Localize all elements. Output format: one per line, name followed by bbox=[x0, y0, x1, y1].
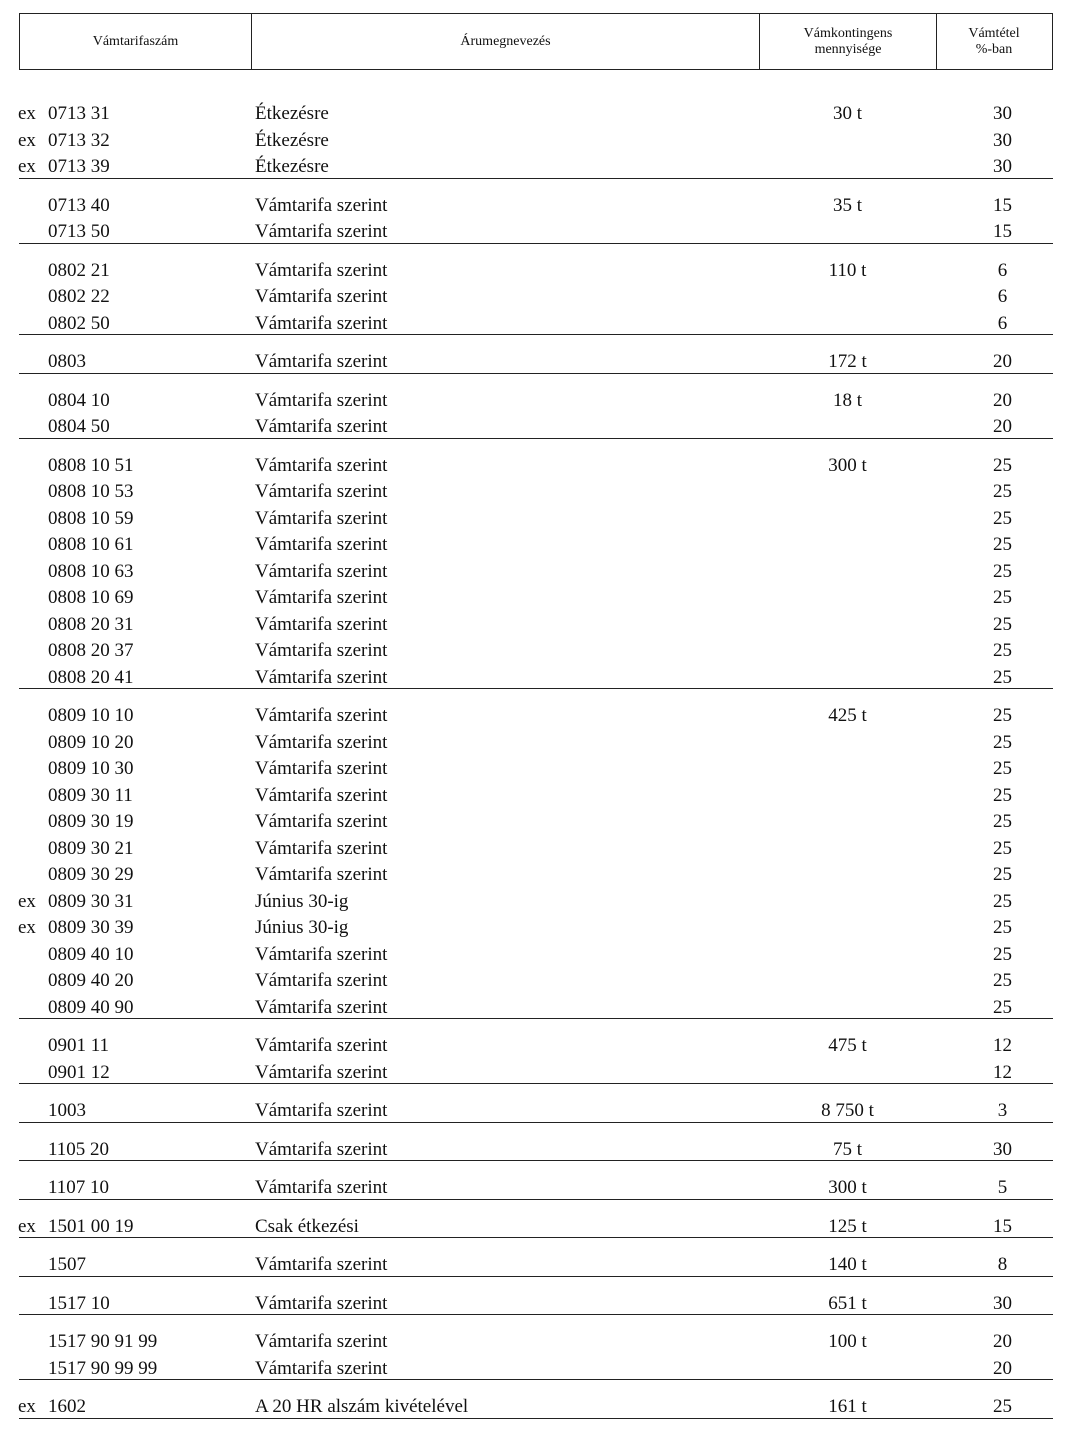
tariff-code: 1501 00 19 bbox=[48, 1216, 134, 1237]
tariff-code: 1517 90 91 99 bbox=[48, 1331, 158, 1352]
tariff-code: 0808 10 63 bbox=[48, 561, 134, 582]
table-row bbox=[0, 506, 1073, 532]
table-row bbox=[0, 889, 1073, 915]
duty-rate: 30 bbox=[993, 156, 1012, 177]
ex-prefix: ex bbox=[18, 103, 36, 124]
table-row bbox=[0, 284, 1073, 310]
tariff-code: 0809 40 10 bbox=[48, 944, 134, 965]
duty-rate: 30 bbox=[993, 1139, 1012, 1160]
table-row bbox=[0, 532, 1073, 558]
tariff-code: 0809 30 21 bbox=[48, 838, 134, 859]
duty-rate: 25 bbox=[993, 838, 1012, 859]
ex-prefix: ex bbox=[18, 130, 36, 151]
tariff-code: 0809 10 20 bbox=[48, 732, 134, 753]
quota-quantity: 161 t bbox=[828, 1396, 867, 1417]
tariff-code: 0901 12 bbox=[48, 1062, 110, 1083]
group-divider bbox=[19, 1199, 1053, 1200]
duty-rate: 25 bbox=[993, 481, 1012, 502]
quota-quantity: 425 t bbox=[828, 705, 867, 726]
quota-quantity: 300 t bbox=[828, 455, 867, 476]
ex-prefix: ex bbox=[18, 1396, 36, 1417]
table-row bbox=[0, 730, 1073, 756]
table-row bbox=[0, 703, 1073, 729]
tariff-code: 0809 10 10 bbox=[48, 705, 134, 726]
goods-description: Vámtarifa szerint bbox=[255, 286, 388, 307]
group-divider bbox=[19, 373, 1053, 374]
tariff-code: 0808 10 59 bbox=[48, 508, 134, 529]
duty-rate: 25 bbox=[993, 917, 1012, 938]
ex-prefix: ex bbox=[18, 917, 36, 938]
table-row bbox=[0, 154, 1073, 180]
table-row bbox=[0, 1394, 1073, 1420]
group-divider bbox=[19, 1314, 1053, 1315]
tariff-code: 0713 40 bbox=[48, 195, 110, 216]
table-row bbox=[0, 101, 1073, 127]
group-divider bbox=[19, 1160, 1053, 1161]
header-code-label: Vámtarifaszám bbox=[92, 33, 179, 49]
quota-quantity: 140 t bbox=[828, 1254, 867, 1275]
goods-description: Június 30-ig bbox=[255, 917, 349, 938]
table-row bbox=[0, 1098, 1073, 1124]
duty-rate: 25 bbox=[993, 732, 1012, 753]
goods-description: Június 30-ig bbox=[255, 891, 349, 912]
quota-quantity: 125 t bbox=[828, 1216, 867, 1237]
tariff-code: 1003 bbox=[48, 1100, 86, 1121]
goods-description: A 20 HR alszám kivételével bbox=[255, 1396, 469, 1417]
group-divider bbox=[19, 1083, 1053, 1084]
tariff-code: 1107 10 bbox=[48, 1177, 110, 1198]
table-row bbox=[0, 638, 1073, 664]
goods-description: Vámtarifa szerint bbox=[255, 313, 388, 334]
goods-description: Vámtarifa szerint bbox=[255, 587, 388, 608]
table-row bbox=[0, 349, 1073, 375]
table-row bbox=[0, 968, 1073, 994]
group-divider bbox=[19, 334, 1053, 335]
tariff-code: 0809 30 19 bbox=[48, 811, 134, 832]
quota-quantity: 475 t bbox=[828, 1035, 867, 1056]
duty-rate: 20 bbox=[993, 390, 1012, 411]
duty-rate: 20 bbox=[993, 1331, 1012, 1352]
duty-rate: 25 bbox=[993, 561, 1012, 582]
ex-prefix: ex bbox=[18, 156, 36, 177]
goods-description: Vámtarifa szerint bbox=[255, 997, 388, 1018]
tariff-code: 0713 39 bbox=[48, 156, 110, 177]
tariff-code: 0809 30 39 bbox=[48, 917, 134, 938]
table-row bbox=[0, 915, 1073, 941]
duty-rate: 25 bbox=[993, 455, 1012, 476]
quota-quantity: 110 t bbox=[828, 260, 867, 281]
duty-rate: 25 bbox=[993, 667, 1012, 688]
table-row bbox=[0, 862, 1073, 888]
goods-description: Vámtarifa szerint bbox=[255, 758, 388, 779]
goods-description: Vámtarifa szerint bbox=[255, 614, 388, 635]
quota-quantity: 100 t bbox=[828, 1331, 867, 1352]
quota-quantity: 172 t bbox=[828, 351, 867, 372]
table-row bbox=[0, 783, 1073, 809]
goods-description: Vámtarifa szerint bbox=[255, 811, 388, 832]
duty-rate: 8 bbox=[997, 1254, 1008, 1275]
tariff-code: 1105 20 bbox=[48, 1139, 110, 1160]
tariff-code: 0804 50 bbox=[48, 416, 110, 437]
tariff-code: 0713 50 bbox=[48, 221, 110, 242]
header-quota-line2: mennyisége bbox=[814, 41, 882, 57]
quota-quantity: 18 t bbox=[832, 390, 863, 411]
goods-description: Vámtarifa szerint bbox=[255, 705, 388, 726]
goods-description: Vámtarifa szerint bbox=[255, 195, 388, 216]
duty-rate: 25 bbox=[993, 864, 1012, 885]
header-description-label: Árumegnevezés bbox=[460, 33, 551, 49]
duty-rate: 20 bbox=[993, 351, 1012, 372]
table-row bbox=[0, 479, 1073, 505]
group-divider bbox=[19, 688, 1053, 689]
table-row bbox=[0, 756, 1073, 782]
goods-description: Étkezésre bbox=[255, 130, 329, 151]
group-divider bbox=[19, 1276, 1053, 1277]
duty-rate: 12 bbox=[993, 1062, 1012, 1083]
duty-rate: 12 bbox=[993, 1035, 1012, 1056]
goods-description: Vámtarifa szerint bbox=[255, 970, 388, 991]
goods-description: Vámtarifa szerint bbox=[255, 1035, 388, 1056]
tariff-code: 0808 20 37 bbox=[48, 640, 134, 661]
goods-description: Vámtarifa szerint bbox=[255, 785, 388, 806]
tariff-code: 0809 30 11 bbox=[48, 785, 133, 806]
duty-rate: 25 bbox=[993, 944, 1012, 965]
duty-rate: 25 bbox=[993, 508, 1012, 529]
duty-rate: 30 bbox=[993, 1293, 1012, 1314]
ex-prefix: ex bbox=[18, 1216, 36, 1237]
duty-rate: 25 bbox=[993, 997, 1012, 1018]
duty-rate: 20 bbox=[993, 416, 1012, 437]
tariff-code: 0802 50 bbox=[48, 313, 110, 334]
goods-description: Vámtarifa szerint bbox=[255, 416, 388, 437]
duty-rate: 6 bbox=[997, 286, 1008, 307]
tariff-code: 1517 10 bbox=[48, 1293, 110, 1314]
duty-rate: 30 bbox=[993, 103, 1012, 124]
duty-rate: 15 bbox=[993, 221, 1012, 242]
goods-description: Vámtarifa szerint bbox=[255, 534, 388, 555]
goods-description: Vámtarifa szerint bbox=[255, 667, 388, 688]
tariff-code: 0804 10 bbox=[48, 390, 110, 411]
goods-description: Vámtarifa szerint bbox=[255, 508, 388, 529]
duty-rate: 25 bbox=[993, 614, 1012, 635]
table-row bbox=[0, 942, 1073, 968]
header-quota-line1: Vámkontingens bbox=[803, 25, 893, 41]
tariff-code: 0809 40 20 bbox=[48, 970, 134, 991]
goods-description: Vámtarifa szerint bbox=[255, 944, 388, 965]
group-divider bbox=[19, 438, 1053, 439]
goods-description: Vámtarifa szerint bbox=[255, 1100, 388, 1121]
tariff-code: 0809 30 31 bbox=[48, 891, 134, 912]
table-row bbox=[0, 258, 1073, 284]
goods-description: Vámtarifa szerint bbox=[255, 455, 388, 476]
table-row bbox=[0, 1252, 1073, 1278]
goods-description: Vámtarifa szerint bbox=[255, 1062, 388, 1083]
group-divider bbox=[19, 1237, 1053, 1238]
duty-rate: 25 bbox=[993, 705, 1012, 726]
goods-description: Vámtarifa szerint bbox=[255, 561, 388, 582]
duty-rate: 25 bbox=[993, 970, 1012, 991]
goods-description: Vámtarifa szerint bbox=[255, 481, 388, 502]
duty-rate: 6 bbox=[997, 260, 1008, 281]
goods-description: Vámtarifa szerint bbox=[255, 260, 388, 281]
goods-description: Vámtarifa szerint bbox=[255, 390, 388, 411]
goods-description: Vámtarifa szerint bbox=[255, 1254, 388, 1275]
goods-description: Vámtarifa szerint bbox=[255, 221, 388, 242]
duty-rate: 25 bbox=[993, 534, 1012, 555]
header-rate-line2: %-ban bbox=[975, 41, 1013, 57]
tariff-code: 1602 bbox=[48, 1396, 86, 1417]
table-row bbox=[0, 612, 1073, 638]
header-rate-line1: Vámtétel bbox=[968, 25, 1020, 41]
group-divider bbox=[19, 178, 1053, 179]
goods-description: Vámtarifa szerint bbox=[255, 732, 388, 753]
quota-quantity: 300 t bbox=[828, 1177, 867, 1198]
duty-rate: 25 bbox=[993, 758, 1012, 779]
tariff-code: 0809 30 29 bbox=[48, 864, 134, 885]
goods-description: Vámtarifa szerint bbox=[255, 351, 388, 372]
tariff-code: 0901 11 bbox=[48, 1035, 110, 1056]
tariff-code: 0808 20 31 bbox=[48, 614, 134, 635]
group-divider bbox=[19, 1379, 1053, 1380]
group-divider bbox=[19, 1018, 1053, 1019]
table-row bbox=[0, 1329, 1073, 1355]
table-row bbox=[0, 559, 1073, 585]
tariff-code: 0713 32 bbox=[48, 130, 110, 151]
quota-quantity: 30 t bbox=[832, 103, 863, 124]
duty-rate: 5 bbox=[997, 1177, 1008, 1198]
duty-rate: 20 bbox=[993, 1358, 1012, 1379]
tariff-code: 0809 40 90 bbox=[48, 997, 134, 1018]
quota-quantity: 75 t bbox=[832, 1139, 863, 1160]
goods-description: Vámtarifa szerint bbox=[255, 838, 388, 859]
tariff-code: 0713 31 bbox=[48, 103, 110, 124]
group-divider bbox=[19, 243, 1053, 244]
table-row bbox=[0, 1033, 1073, 1059]
quota-quantity: 651 t bbox=[828, 1293, 867, 1314]
duty-rate: 25 bbox=[993, 891, 1012, 912]
goods-description: Étkezésre bbox=[255, 103, 329, 124]
table-row bbox=[0, 836, 1073, 862]
tariff-code: 1507 bbox=[48, 1254, 86, 1275]
duty-rate: 25 bbox=[993, 587, 1012, 608]
tariff-code: 0808 10 61 bbox=[48, 534, 134, 555]
tariff-code: 1517 90 99 99 bbox=[48, 1358, 158, 1379]
duty-rate: 15 bbox=[993, 195, 1012, 216]
quota-quantity: 35 t bbox=[832, 195, 863, 216]
goods-description: Vámtarifa szerint bbox=[255, 1293, 388, 1314]
group-divider bbox=[19, 1122, 1053, 1123]
goods-description: Vámtarifa szerint bbox=[255, 864, 388, 885]
duty-rate: 25 bbox=[993, 1396, 1012, 1417]
duty-rate: 25 bbox=[993, 640, 1012, 661]
table-row bbox=[0, 585, 1073, 611]
duty-rate: 30 bbox=[993, 130, 1012, 151]
table-row bbox=[0, 193, 1073, 219]
tariff-code: 0808 20 41 bbox=[48, 667, 134, 688]
tariff-code: 0809 10 30 bbox=[48, 758, 134, 779]
tariff-code: 0802 21 bbox=[48, 260, 110, 281]
duty-rate: 6 bbox=[997, 313, 1008, 334]
goods-description: Étkezésre bbox=[255, 156, 329, 177]
table-row bbox=[0, 1175, 1073, 1201]
table-row bbox=[0, 388, 1073, 414]
goods-description: Vámtarifa szerint bbox=[255, 1177, 388, 1198]
tariff-code: 0808 10 69 bbox=[48, 587, 134, 608]
duty-rate: 25 bbox=[993, 811, 1012, 832]
table-row bbox=[0, 128, 1073, 154]
ex-prefix: ex bbox=[18, 891, 36, 912]
duty-rate: 15 bbox=[993, 1216, 1012, 1237]
group-divider bbox=[19, 1418, 1053, 1419]
quota-quantity: 8 750 t bbox=[821, 1100, 874, 1121]
table-row bbox=[0, 809, 1073, 835]
tariff-code: 0803 bbox=[48, 351, 86, 372]
duty-rate: 25 bbox=[993, 785, 1012, 806]
duty-rate: 3 bbox=[997, 1100, 1008, 1121]
tariff-code: 0808 10 53 bbox=[48, 481, 134, 502]
table-row bbox=[0, 414, 1073, 440]
table-row bbox=[0, 453, 1073, 479]
goods-description: Vámtarifa szerint bbox=[255, 1331, 388, 1352]
tariff-code: 0802 22 bbox=[48, 286, 110, 307]
goods-description: Vámtarifa szerint bbox=[255, 640, 388, 661]
table-row bbox=[0, 219, 1073, 245]
tariff-code: 0808 10 51 bbox=[48, 455, 134, 476]
goods-description: Vámtarifa szerint bbox=[255, 1139, 388, 1160]
goods-description: Csak étkezési bbox=[255, 1216, 359, 1237]
goods-description: Vámtarifa szerint bbox=[255, 1358, 388, 1379]
